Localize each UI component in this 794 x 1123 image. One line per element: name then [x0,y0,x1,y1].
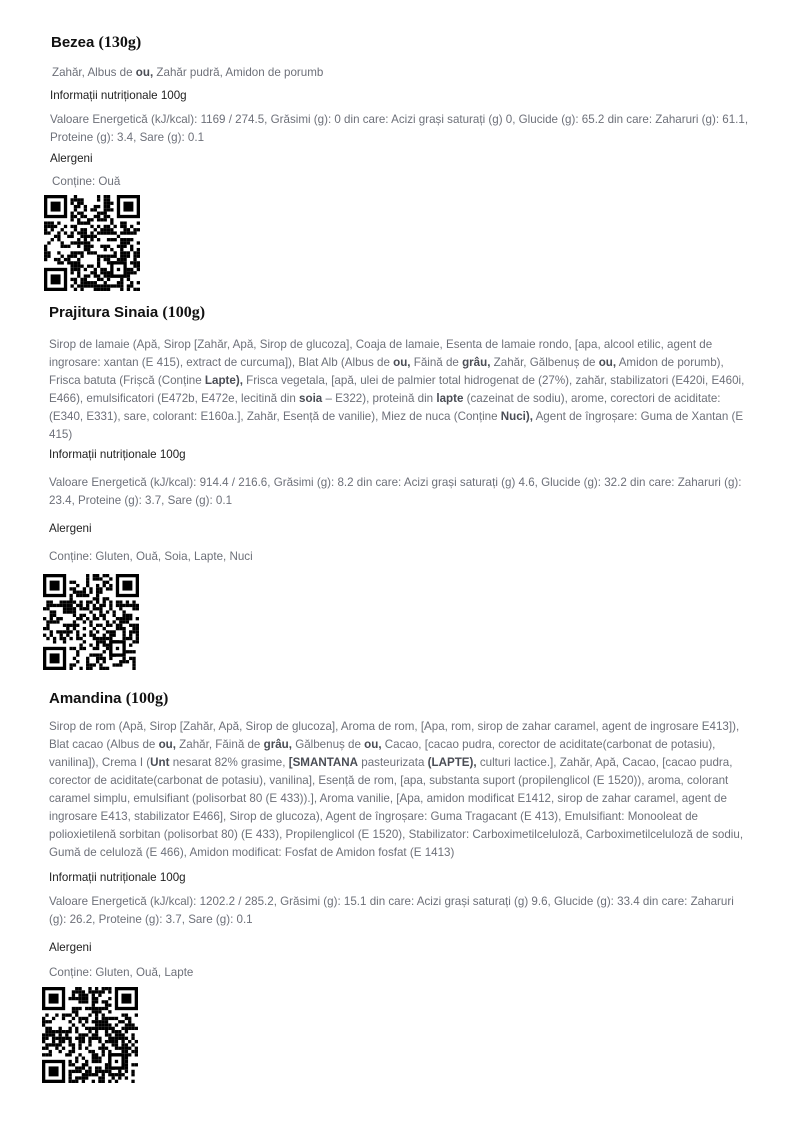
allergens-heading: Alergeni [49,522,92,535]
ingredients-text: Sirop de lamaie (Apă, Sirop [Zahăr, Apă, Sirop de glucoza], Coaja de lamaie, Esenta de lamaie rondo, [apa, alcool etilic, agent de ingrosare: xantan (E 415), extract de curcuma]), Blat Alb (Albus de ou, Făină de grâu, Zahăr, Gălbenuș de ou, Amidon de porumb), Frisca batuta (Frișcă (Conține Lapte), Frisca vegetala, [apă, ulei de palmier total hidrogenat de (27%), zahăr, stabilizatori (E420i, E460i, E466), emulsificatori (E472b, E472e, lecitină din soia – E322), proteină din lapte (cazeinat de sodiu), arome, corectori de aciditate: (E340, E331), sare, colorant: E160a.], Zahăr, Esență de vanilie), Miez de nuca (Conține Nuci), Agent de îngroșare: Guma de Xantan (E 415) [49,338,745,441]
product-weight: (130g) [98,34,142,51]
nutrition-facts: Valoare Energetică (kJ/kcal): 914.4 / 216.6, Grăsimi (g): 8.2 din care: Acizi grași saturați (g) 4.6, Glucide (g): 32.2 din care: Zaharuri (g): 23.4, Proteine (g): 3.7, Sare (g): 0.1 [49,476,742,507]
allergens-heading: Alergeni [50,152,93,165]
allergens-list: Conține: Ouă [52,175,121,188]
allergens-list: Conține: Gluten, Ouă, Soia, Lapte, Nuci [49,550,253,563]
nutrition-facts: Valoare Energetică (kJ/kcal): 1202.2 / 285.2, Grăsimi (g): 15.1 din care: Acizi grași saturați (g) 9.6, Glucide (g): 33.4 din care: Zaharuri (g): 26.2, Proteine (g): 3.7, Sare (g): 0.1 [49,895,734,926]
product-name: Amandina [49,690,122,707]
nutrition-heading: Informații nutriționale 100g [49,448,186,461]
ingredients-text: Sirop de rom (Apă, Sirop [Zahăr, Apă, Sirop de glucoza], Aroma de rom, [Apa, rom, sirop de zahar caramel, agent de ingrosare E413]), Blat cacao (Albus de ou, Zahăr, Făină de grâu, Gălbenuș de ou, Cacao, [cacao pudra, corector de aciditate(carbonat de potasiu), vanilina]), Crema I (Unt nesarat 82% grasime, [SMANTANA pasteurizata (LAPTE), culturi lactice.], Zahăr, Apă, Cacao, [cacao pudra, corector de aciditate(carbonat de potasiu), vanilina], Esență de rom, [apa, substanta suport (propilenglicol (E 1520)), aroma, colorant caramel simplu, emulsifiant (polisorbat 80 (E 433)).], Aroma vanilie, [Apa, amidon modificat E1412, sirop de zahar caramel, agent de ingrosare E413, stabilizator E466], Sirop de glucoza), Agent de îngroșare: Guma Tragacant (E 413), Emulsifiant: Monooleat de polioxietilenă sorbitan (polisorbat 80) (E 433), Propilenglicol (E 1520), Stabilizator: Carboximetilceluloză, Carboximetilceluloză de sodiu, Gumă de celuloză (E 466), Amidon modificat: Fosfat de Amidon fosfat (E 1413) [49,720,744,859]
qr-code-icon [42,987,138,1083]
qr-code-icon [43,574,139,670]
nutrition-heading: Informații nutriționale 100g [49,871,186,884]
nutrition-facts: Valoare Energetică (kJ/kcal): 1169 / 274.5, Grăsimi (g): 0 din care: Acizi grași saturați (g) 0, Glucide (g): 65.2 din care: Zaharuri (g): 61.1, Proteine (g): 3.4, Sare (g): 0.1 [50,113,749,144]
product-name: Prajitura Sinaia [49,304,159,321]
qr-code-icon [44,195,140,291]
product-weight: (100g) [125,690,169,707]
product-name: Bezea [51,34,95,51]
product-title [49,690,168,708]
product-weight: (100g) [162,304,206,321]
product-title [51,34,141,52]
nutrition-heading: Informații nutriționale 100g [50,89,187,102]
allergens-heading: Alergeni [49,941,92,954]
ingredients-text: Zahăr, Albus de ou, Zahăr pudră, Amidon de porumb [52,66,324,79]
product-title [49,304,205,322]
allergens-list: Conține: Gluten, Ouă, Lapte [49,966,194,979]
